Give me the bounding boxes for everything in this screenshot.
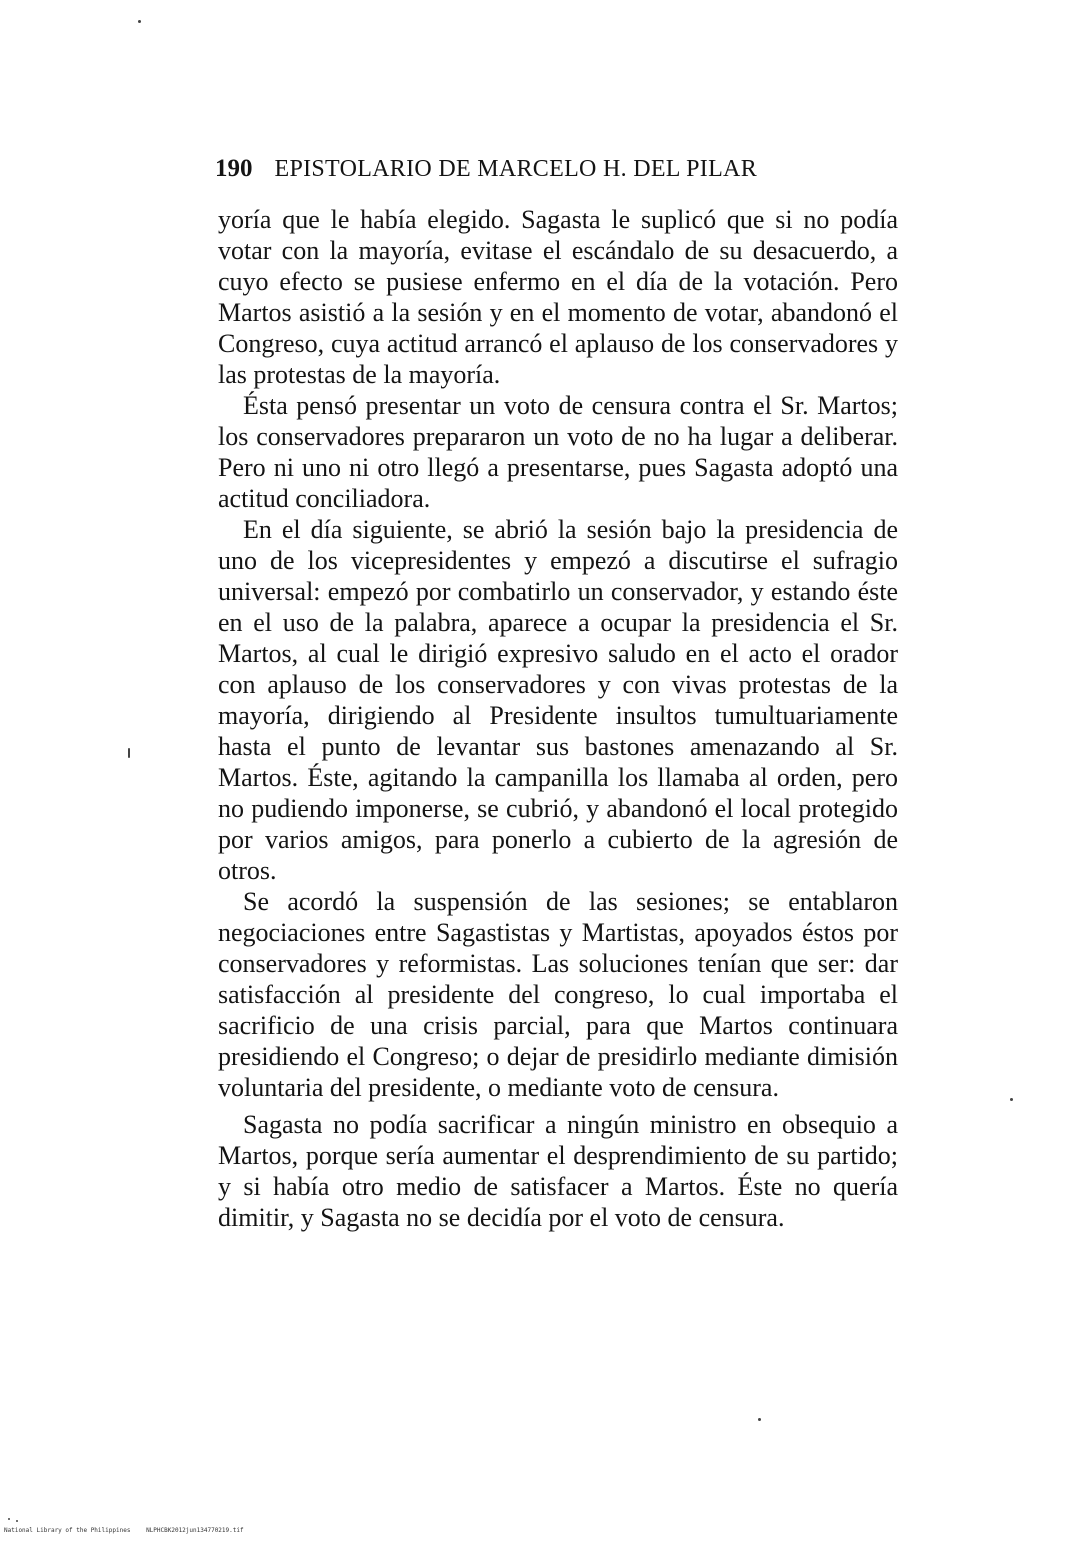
- paragraph: Sagasta no podía sacrificar a ningún ministro en obsequio a Martos, porque sería aumentar el desprendimiento de su partido; y si había otro medio de satisfacer a Martos. Éste no quería dimitir, y Sagasta no se decidía por el voto de censura.: [218, 1110, 898, 1232]
- running-header: [215, 152, 895, 186]
- running-title: EPISTOLARIO DE MARCELO H. DEL PILAR: [274, 156, 757, 182]
- body-text: [218, 204, 898, 1233]
- library-credit: National Library of the Philippines: [4, 1527, 131, 1534]
- scan-speck: [758, 1418, 761, 1421]
- scan-speck: [128, 748, 130, 758]
- paragraph: Ésta pensó presentar un voto de censura contra el Sr. Martos; los conservadores prepararon un voto de no ha lugar a deliberar. Pero ni uno ni otro llegó a presentarse, pues Sagasta adoptó una actitud conciliadora.: [218, 391, 898, 513]
- scan-speck: [138, 20, 141, 23]
- page-number: 190: [215, 155, 253, 182]
- paragraph-continuation: yoría que le había elegido. Sagasta le suplicó que si no podía votar con la mayoría, evitase el escándalo de su desacuerdo, a cuyo efecto se pusiese enfermo en el día de la votación. Pero Martos asistió a la sesión y en el momento de votar, abandonó el Congreso, cuya actitud arrancó el aplauso de los conservadores y las protestas de la mayoría.: [218, 205, 898, 389]
- paragraph: En el día siguiente, se abrió la sesión bajo la presidencia de uno de los vicepresidentes y empezó a discutirse el sufragio universal: empezó por combatirlo un conservador, y estando éste en el uso de la palabra, aparece a ocupar la presidencia el Sr. Martos, al cual le dirigió expresivo saludo en el acto el orador con aplauso de los conservadores y con vivas protestas de la mayoría, dirigiendo al Presidente insultos tumultuariamente hasta el punto de levantar sus bastones amenazando al Sr. Martos. Éste, agitando la campanilla los llamaba al orden, pero no pudiendo imponerse, se cubrió, y abandonó el local protegido por varios amigos, para ponerlo a cubierto de la agresión de otros.: [218, 515, 898, 885]
- paragraph: Se acordó la suspensión de las sesiones; se entablaron negociaciones entre Sagastistas y Martistas, apoyados éstos por conservadores y reformistas. Las soluciones tenían que ser: dar satisfacción al presidente del congreso, lo cual importaba el sacrificio de una crisis parcial, para que Martos continuara presidiendo el Congreso; o dejar de presidirlo mediante dimisión voluntaria del presidente, o mediante voto de censura.: [218, 887, 898, 1102]
- scan-speck: [16, 1520, 18, 1522]
- scan-speck: [1010, 1098, 1013, 1101]
- scan-file-id: NLPHCBK2012jun134770219.tif: [146, 1527, 244, 1534]
- scan-speck: [8, 1518, 10, 1520]
- scan-footer: [4, 1527, 244, 1535]
